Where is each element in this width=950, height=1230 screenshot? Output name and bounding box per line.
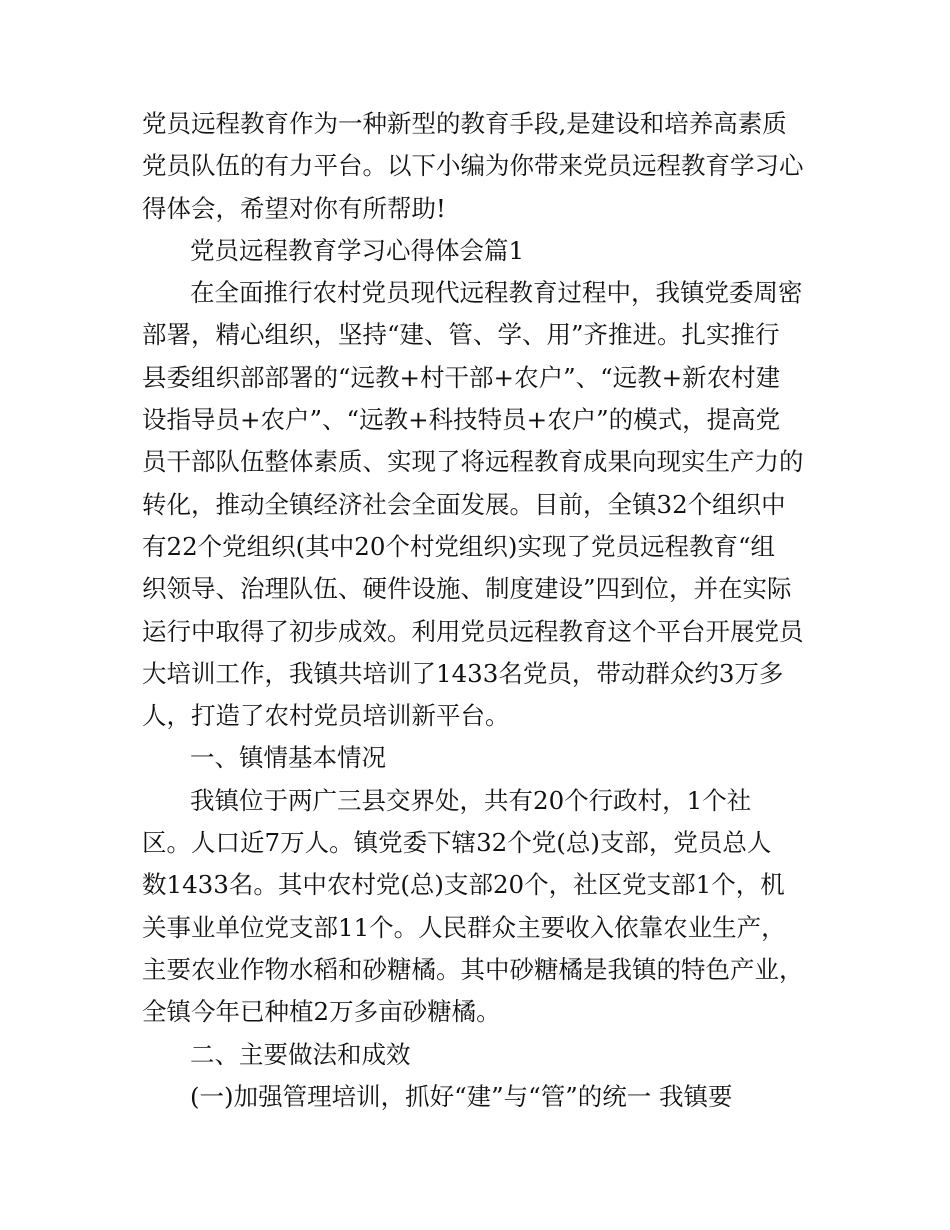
paragraph-line: 全镇今年已种植2万多亩砂糖橘。 <box>142 997 501 1027</box>
paragraph-line: 关事业单位党支部11个。人民群众主要收入依靠农业生产， <box>142 912 786 942</box>
paragraph-first-line: 一、镇情基本情况 <box>190 743 386 773</box>
paragraph-line: 得体会，希望对你有所帮助! <box>142 193 446 223</box>
paragraph-line: 县委组织部部署的“远教+村干部+农户”、“远教+新农村建 <box>142 362 781 392</box>
paragraph-line: 转化，推动全镇经济社会全面发展。目前，全镇32个组织中 <box>142 489 786 519</box>
paragraph-line: 党员远程教育作为一种新型的教育手段,是建设和培养高素质 <box>142 109 787 138</box>
paragraph-first-line: 在全面推行农村党员现代远程教育过程中，我镇党委周密 <box>190 278 803 308</box>
paragraph-line: 部署，精心组织，坚持“建、管、学、用”齐推进。扎实推行 <box>142 320 780 350</box>
paragraph-line: 党员队伍的有力平台。以下小编为你带来党员远程教育学习心 <box>142 151 804 181</box>
paragraph-first-line: (一)加强管理培训，抓好“建”与“管”的统一 我镇要 <box>190 1081 733 1111</box>
paragraph-line: 区。人口近7万人。镇党委下辖32个党(总)支部，党员总人 <box>142 828 772 858</box>
paragraph-line: 员干部队伍整体素质、实现了将远程教育成果向现实生产力的 <box>142 447 804 477</box>
paragraph-line: 大培训工作，我镇共培训了1433名党员，带动群众约3万多 <box>142 658 784 688</box>
paragraph-line: 有22个党组织(其中20个村党组织)实现了党员远程教育“组 <box>142 531 775 561</box>
paragraph-first-line: 二、主要做法和成效 <box>190 1039 411 1069</box>
paragraph-line: 运行中取得了初步成效。利用党员远程教育这个平台开展党员 <box>142 616 804 646</box>
document-body <box>142 103 822 1118</box>
paragraph-line: 主要农业作物水稻和砂糖橘。其中砂糖橘是我镇的特色产业， <box>142 954 804 984</box>
paragraph-line: 人，打造了农村党员培训新平台。 <box>142 701 510 731</box>
paragraph-line: 设指导员+农户”、“远教+科技特员+农户”的模式，提高党 <box>142 405 781 435</box>
paragraph-first-line: 我镇位于两广三县交界处，共有20个行政村，1个社 <box>190 785 752 815</box>
paragraph-line: 数1433名。其中农村党(总)支部20个，社区党支部1个，机 <box>142 870 785 900</box>
paragraph-line: 织领导、治理队伍、硬件设施、制度建设”四到位，并在实际 <box>142 574 792 604</box>
paragraph-first-line: 党员远程教育学习心得体会篇1 <box>190 235 525 265</box>
